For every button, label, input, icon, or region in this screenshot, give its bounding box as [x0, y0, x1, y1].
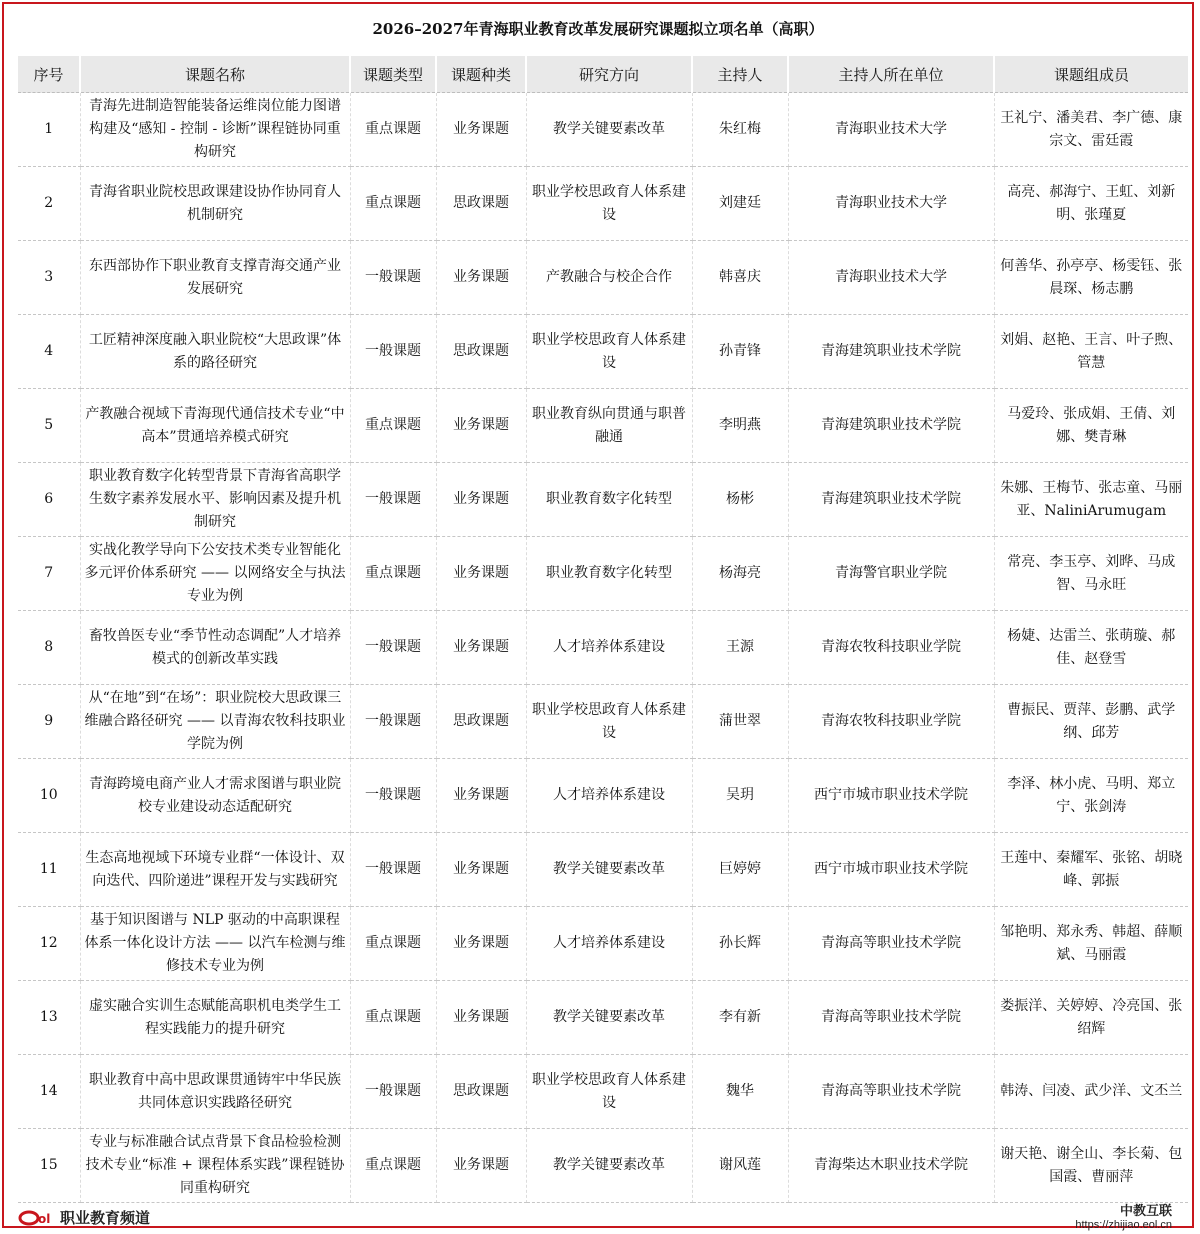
cell-topic: 东西部协作下职业教育支撑青海交通产业发展研究 — [80, 241, 350, 315]
cell-members: 谢天艳、谢全山、李长菊、包国霞、曹丽萍 — [994, 1129, 1188, 1203]
brand-url[interactable]: https://zhijiao.eol.cn — [1075, 1219, 1172, 1231]
cell-no: 13 — [18, 981, 80, 1055]
cell-unit: 青海农牧科技职业学院 — [788, 611, 994, 685]
cell-no: 9 — [18, 685, 80, 759]
cell-members: 娄振洋、关婷婷、冷亮国、张绍辉 — [994, 981, 1188, 1055]
cell-topic: 工匠精神深度融入职业院校“大思政课”体系的路径研究 — [80, 315, 350, 389]
cell-leader: 杨彬 — [692, 463, 788, 537]
cell-members: 刘娟、赵艳、王言、叶子煦、管慧 — [994, 315, 1188, 389]
cell-members: 常亮、李玉亭、刘晔、马成智、马永旺 — [994, 537, 1188, 611]
cell-unit: 青海建筑职业技术学院 — [788, 463, 994, 537]
cell-leader: 孙青锋 — [692, 315, 788, 389]
cell-leader: 韩喜庆 — [692, 241, 788, 315]
cell-direction: 职业学校思政育人体系建设 — [526, 1055, 692, 1129]
cell-kind: 业务课题 — [436, 389, 526, 463]
cell-members: 李泽、林小虎、马明、郑立宁、张剑涛 — [994, 759, 1188, 833]
cell-direction: 职业教育数字化转型 — [526, 463, 692, 537]
cell-topic: 基于知识图谱与 NLP 驱动的中高职课程体系一体化设计方法 —— 以汽车检测与维修技术专业为例 — [80, 907, 350, 981]
cell-unit: 青海高等职业技术学院 — [788, 907, 994, 981]
cell-level: 一般课题 — [350, 611, 436, 685]
cell-kind: 业务课题 — [436, 759, 526, 833]
cell-leader: 孙长辉 — [692, 907, 788, 981]
cell-kind: 业务课题 — [436, 1129, 526, 1203]
table-row — [18, 167, 1188, 241]
table-row — [18, 463, 1188, 537]
header-direction: 研究方向 — [526, 56, 692, 93]
cell-kind: 思政课题 — [436, 167, 526, 241]
cell-no: 5 — [18, 389, 80, 463]
cell-direction: 教学关键要素改革 — [526, 93, 692, 167]
cell-leader: 巨婷婷 — [692, 833, 788, 907]
cell-direction: 教学关键要素改革 — [526, 1129, 692, 1203]
cell-kind: 业务课题 — [436, 981, 526, 1055]
eol-logo-icon — [18, 1207, 58, 1227]
cell-direction: 教学关键要素改革 — [526, 833, 692, 907]
document-frame — [2, 2, 1194, 1231]
cell-leader: 刘建廷 — [692, 167, 788, 241]
cell-unit: 青海柴达木职业技术学院 — [788, 1129, 994, 1203]
cell-no: 7 — [18, 537, 80, 611]
cell-level: 一般课题 — [350, 241, 436, 315]
cell-topic: 从“在地”到“在场”：职业院校大思政课三维融合路径研究 —— 以青海农牧科技职业学院为例 — [80, 685, 350, 759]
cell-kind: 业务课题 — [436, 241, 526, 315]
cell-kind: 业务课题 — [436, 93, 526, 167]
cell-kind: 业务课题 — [436, 537, 526, 611]
cell-leader: 蒲世翠 — [692, 685, 788, 759]
cell-level: 重点课题 — [350, 537, 436, 611]
table-row — [18, 315, 1188, 389]
brand-block — [1075, 1200, 1172, 1231]
header-level: 课题类型 — [350, 56, 436, 93]
logo-text: 职业教育频道 — [60, 1208, 151, 1227]
cell-leader: 魏华 — [692, 1055, 788, 1129]
cell-level: 一般课题 — [350, 1055, 436, 1129]
table-row — [18, 833, 1188, 907]
cell-topic: 生态高地视域下环境专业群“一体设计、双向迭代、四阶递进”课程开发与实践研究 — [80, 833, 350, 907]
page-title: 2026–2027年青海职业教育改革发展研究课题拟立项名单（高职） — [372, 20, 824, 38]
cell-kind: 业务课题 — [436, 463, 526, 537]
cell-unit: 西宁市城市职业技术学院 — [788, 833, 994, 907]
cell-unit: 青海职业技术大学 — [788, 241, 994, 315]
table-row — [18, 611, 1188, 685]
cell-members: 何善华、孙亭亭、杨雯钰、张晨琛、杨志鹏 — [994, 241, 1188, 315]
cell-unit: 青海警官职业学院 — [788, 537, 994, 611]
table-header-row — [18, 56, 1188, 93]
header-leader: 主持人 — [692, 56, 788, 93]
cell-no: 14 — [18, 1055, 80, 1129]
header-no: 序号 — [18, 56, 80, 93]
cell-members: 韩涛、闫凌、武少洋、文丕兰 — [994, 1055, 1188, 1129]
cell-level: 重点课题 — [350, 981, 436, 1055]
cell-unit: 西宁市城市职业技术学院 — [788, 759, 994, 833]
cell-kind: 思政课题 — [436, 685, 526, 759]
cell-topic: 产教融合视域下青海现代通信技术专业“中高本”贯通培养模式研究 — [80, 389, 350, 463]
cell-direction: 人才培养体系建设 — [526, 759, 692, 833]
cell-topic: 畜牧兽医专业“季节性动态调配”人才培养模式的创新改革实践 — [80, 611, 350, 685]
cell-direction: 人才培养体系建设 — [526, 907, 692, 981]
cell-kind: 思政课题 — [436, 315, 526, 389]
cell-members: 王莲中、秦耀军、张铭、胡晓峰、郭振 — [994, 833, 1188, 907]
cell-level: 重点课题 — [350, 167, 436, 241]
cell-unit: 青海高等职业技术学院 — [788, 1055, 994, 1129]
cell-topic: 青海省职业院校思政课建设协作协同育人机制研究 — [80, 167, 350, 241]
table-row — [18, 537, 1188, 611]
table-row — [18, 93, 1188, 167]
footer — [4, 1200, 1192, 1234]
cell-direction: 职业学校思政育人体系建设 — [526, 315, 692, 389]
cell-no: 2 — [18, 167, 80, 241]
cell-leader: 杨海亮 — [692, 537, 788, 611]
cell-level: 一般课题 — [350, 759, 436, 833]
cell-members: 邹艳明、郑永秀、韩超、薛顺斌、马丽霞 — [994, 907, 1188, 981]
cell-unit: 青海农牧科技职业学院 — [788, 685, 994, 759]
cell-level: 重点课题 — [350, 389, 436, 463]
cell-members: 王礼宁、潘美君、李广德、康宗文、雷廷霞 — [994, 93, 1188, 167]
cell-unit: 青海高等职业技术学院 — [788, 981, 994, 1055]
cell-no: 1 — [18, 93, 80, 167]
svg-text:ol: ol — [38, 1212, 51, 1226]
cell-unit: 青海职业技术大学 — [788, 93, 994, 167]
cell-leader: 朱红梅 — [692, 93, 788, 167]
cell-topic: 青海跨境电商产业人才需求图谱与职业院校专业建设动态适配研究 — [80, 759, 350, 833]
cell-direction: 职业教育纵向贯通与职普融通 — [526, 389, 692, 463]
cell-level: 重点课题 — [350, 1129, 436, 1203]
cell-level: 一般课题 — [350, 315, 436, 389]
header-unit: 主持人所在单位 — [788, 56, 994, 93]
cell-leader: 王源 — [692, 611, 788, 685]
eol-logo — [18, 1206, 150, 1228]
table-row — [18, 685, 1188, 759]
cell-no: 12 — [18, 907, 80, 981]
cell-leader: 吴玥 — [692, 759, 788, 833]
cell-topic: 职业教育数字化转型背景下青海省高职学生数字素养发展水平、影响因素及提升机制研究 — [80, 463, 350, 537]
cell-leader: 李明燕 — [692, 389, 788, 463]
cell-direction: 教学关键要素改革 — [526, 981, 692, 1055]
cell-no: 15 — [18, 1129, 80, 1203]
cell-level: 重点课题 — [350, 907, 436, 981]
project-table — [18, 56, 1188, 1203]
table-row — [18, 241, 1188, 315]
cell-unit: 青海职业技术大学 — [788, 167, 994, 241]
table-row — [18, 981, 1188, 1055]
cell-topic: 虚实融合实训生态赋能高职机电类学生工程实践能力的提升研究 — [80, 981, 350, 1055]
cell-members: 杨婕、达雷兰、张萌璇、郝佳、赵登雪 — [994, 611, 1188, 685]
table-row — [18, 1129, 1188, 1203]
cell-level: 一般课题 — [350, 463, 436, 537]
cell-level: 一般课题 — [350, 833, 436, 907]
table-row — [18, 759, 1188, 833]
cell-kind: 业务课题 — [436, 907, 526, 981]
cell-leader: 李有新 — [692, 981, 788, 1055]
cell-topic: 职业教育中高中思政课贯通铸牢中华民族共同体意识实践路径研究 — [80, 1055, 350, 1129]
cell-direction: 职业教育数字化转型 — [526, 537, 692, 611]
cell-no: 3 — [18, 241, 80, 315]
cell-direction: 职业学校思政育人体系建设 — [526, 685, 692, 759]
cell-level: 一般课题 — [350, 685, 436, 759]
cell-members: 曹振民、贾萍、彭鹏、武学纲、邱芳 — [994, 685, 1188, 759]
cell-kind: 思政课题 — [436, 1055, 526, 1129]
cell-leader: 谢风莲 — [692, 1129, 788, 1203]
cell-kind: 业务课题 — [436, 611, 526, 685]
brand-name: 中教互联 — [1119, 1204, 1172, 1219]
cell-kind: 业务课题 — [436, 833, 526, 907]
table-row — [18, 389, 1188, 463]
cell-topic: 青海先进制造智能装备运维岗位能力图谱构建及“感知 - 控制 - 诊断”课程链协同重构研究 — [80, 93, 350, 167]
cell-level: 重点课题 — [350, 93, 436, 167]
cell-no: 8 — [18, 611, 80, 685]
cell-no: 6 — [18, 463, 80, 537]
cell-members: 朱娜、王梅节、张志童、马丽亚、NaliniArumugam — [994, 463, 1188, 537]
cell-members: 高亮、郝海宁、王虹、刘新明、张瑾夏 — [994, 167, 1188, 241]
cell-unit: 青海建筑职业技术学院 — [788, 389, 994, 463]
cell-no: 11 — [18, 833, 80, 907]
cell-direction: 职业学校思政育人体系建设 — [526, 167, 692, 241]
cell-direction: 人才培养体系建设 — [526, 611, 692, 685]
header-kind: 课题种类 — [436, 56, 526, 93]
cell-topic: 专业与标准融合试点背景下食品检验检测技术专业“标准 + 课程体系实践”课程链协同重构研究 — [80, 1129, 350, 1203]
cell-direction: 产教融合与校企合作 — [526, 241, 692, 315]
cell-members: 马爱玲、张成娟、王倩、刘娜、樊青琳 — [994, 389, 1188, 463]
table-row — [18, 1055, 1188, 1129]
table-row — [18, 907, 1188, 981]
cell-topic: 实战化教学导向下公安技术类专业智能化多元评价体系研究 —— 以网络安全与执法专业为例 — [80, 537, 350, 611]
header-topic: 课题名称 — [80, 56, 350, 93]
cell-unit: 青海建筑职业技术学院 — [788, 315, 994, 389]
header-members: 课题组成员 — [994, 56, 1188, 93]
cell-no: 4 — [18, 315, 80, 389]
cell-no: 10 — [18, 759, 80, 833]
